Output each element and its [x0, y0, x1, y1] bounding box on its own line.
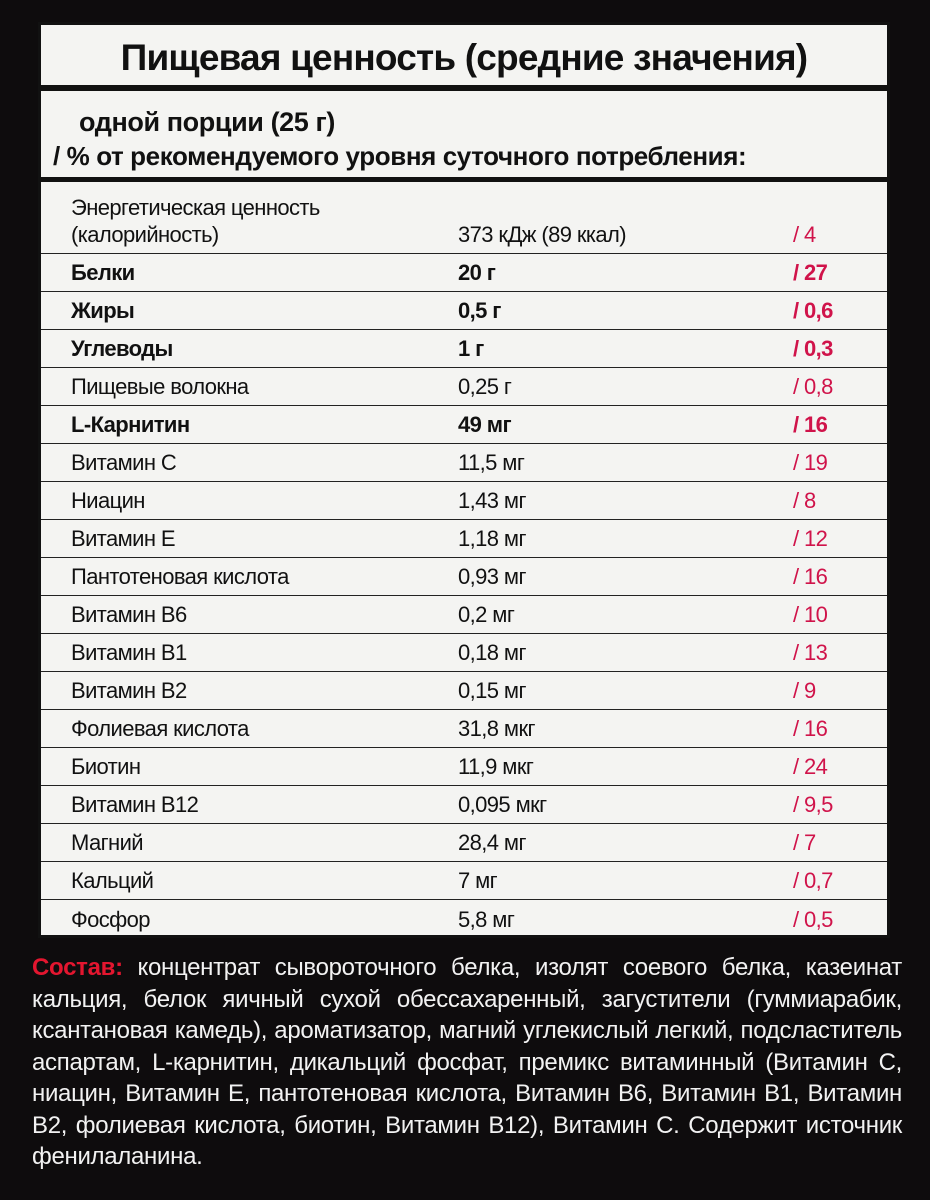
nutrient-amount: 0,93 мг: [458, 564, 526, 589]
nutrient-amount: 0,18 мг: [458, 640, 526, 665]
nutrient-amount: 11,5 мг: [458, 450, 525, 475]
nutrient-daily-percent: / 9: [793, 678, 816, 703]
nutrient-name: Витамин В6: [71, 602, 187, 627]
nutrient-daily-percent: / 9,5: [793, 792, 833, 817]
nutrient-daily-percent: / 0,5: [793, 907, 833, 932]
nutrient-row: [41, 182, 887, 254]
nutrient-name: Витамин В12: [71, 792, 199, 817]
nutrient-row: [41, 482, 887, 520]
nutrient-daily-percent: / 0,8: [793, 374, 833, 399]
nutrient-name: Витамин Е: [71, 526, 175, 551]
nutrient-row: [41, 672, 887, 710]
nutrient-row: [41, 254, 887, 292]
nutrient-name: Пантотеновая кислота: [71, 564, 289, 589]
nutrient-name: L-Карнитин: [71, 412, 190, 437]
nutrient-amount: 0,2 мг: [458, 602, 515, 627]
nutrient-row: [41, 444, 887, 482]
nutrient-row: [41, 748, 887, 786]
nutrient-name: Ниацин: [71, 488, 145, 513]
composition-text: концентрат сывороточного белка, изолят соевого белка, казеинат кальция, белок яичный сухой обессахаренный, загустители (гуммиарабик, ксантановая камедь), ароматизатор, магний углекислый легкий, подсластитель аспартам, L-карнитин, дикальций фосфат, премикс витаминный (Витамин С, ниацин, Витамин Е, пантотеновая кислота, Витамин В6, Витамин В1, Витамин В2, фолиевая кислота, биотин, Витамин В12), Витамин С. Содержит источник фенилаланина.: [32, 954, 902, 1170]
nutrient-row: [41, 292, 887, 330]
nutrient-amount: 31,8 мкг: [458, 716, 535, 741]
nutrient-daily-percent: / 0,7: [793, 868, 833, 893]
nutrient-name: Пищевые волокна: [71, 374, 249, 399]
nutrient-row: [41, 330, 887, 368]
nutrient-row: [41, 824, 887, 862]
nutrient-row: [41, 558, 887, 596]
nutrient-daily-percent: / 0,3: [793, 336, 833, 361]
composition-block: [32, 952, 902, 1173]
nutrient-amount: 1,18 мг: [458, 526, 526, 551]
nutrient-row: [41, 368, 887, 406]
nutrient-row: [41, 596, 887, 634]
nutrient-amount: 0,095 мкг: [458, 792, 547, 817]
nutrient-row: [41, 634, 887, 672]
nutrient-name: Энергетическая ценность (калорийность): [71, 195, 320, 247]
nutrient-row: [41, 900, 887, 938]
nutrient-amount: 49 мг: [458, 412, 512, 437]
label-title: Пищевая ценность (средние значения): [41, 25, 887, 91]
daily-value-note: / % от рекомендуемого уровня суточного потребления:: [53, 141, 747, 171]
nutrient-table: [41, 182, 887, 938]
nutrient-row: [41, 520, 887, 558]
nutrient-amount: 0,25 г: [458, 374, 512, 399]
nutrient-name: Магний: [71, 830, 143, 855]
nutrient-name: Биотин: [71, 754, 141, 779]
nutrient-daily-percent: / 19: [793, 450, 828, 475]
nutrient-amount: 11,9 мкг: [458, 754, 534, 779]
nutrient-name: Жиры: [71, 298, 135, 323]
nutrient-name: Витамин В2: [71, 678, 187, 703]
nutrient-name: Белки: [71, 260, 135, 285]
nutrient-daily-percent: / 10: [793, 602, 828, 627]
nutrient-daily-percent: / 16: [793, 716, 828, 741]
per-serving-note: одной порции (25 г): [79, 107, 335, 137]
nutrient-name: Фосфор: [71, 907, 150, 932]
nutrient-daily-percent: / 4: [793, 222, 816, 247]
nutrient-name: Витамин В1: [71, 640, 187, 665]
nutrient-name: Кальций: [71, 868, 154, 893]
nutrient-daily-percent: / 16: [793, 412, 828, 437]
nutrient-daily-percent: / 0,6: [793, 298, 833, 323]
nutrient-amount: 20 г: [458, 260, 496, 285]
nutrient-row: [41, 406, 887, 444]
nutrient-amount: 28,4 мг: [458, 830, 526, 855]
nutrient-amount: 5,8 мг: [458, 907, 515, 932]
nutrient-daily-percent: / 12: [793, 526, 828, 551]
nutrient-amount: 0,15 мг: [458, 678, 526, 703]
nutrient-row: [41, 786, 887, 824]
nutrition-label: [38, 22, 890, 938]
nutrient-amount: 0,5 г: [458, 298, 501, 323]
nutrient-row: [41, 710, 887, 748]
nutrient-daily-percent: / 27: [793, 260, 828, 285]
nutrient-name: Витамин С: [71, 450, 177, 475]
nutrient-row: [41, 862, 887, 900]
nutrient-amount: 1 г: [458, 336, 484, 361]
nutrient-daily-percent: / 24: [793, 754, 828, 779]
nutrient-daily-percent: / 13: [793, 640, 828, 665]
nutrient-amount: 7 мг: [458, 868, 498, 893]
composition-label: Состав:: [32, 954, 123, 981]
nutrient-daily-percent: / 8: [793, 488, 816, 513]
nutrient-name: Фолиевая кислота: [71, 716, 249, 741]
nutrient-amount: 373 кДж (89 ккал): [458, 222, 627, 247]
nutrient-daily-percent: / 16: [793, 564, 828, 589]
nutrient-name: Углеводы: [71, 336, 173, 361]
nutrient-daily-percent: / 7: [793, 830, 816, 855]
nutrient-amount: 1,43 мг: [458, 488, 526, 513]
